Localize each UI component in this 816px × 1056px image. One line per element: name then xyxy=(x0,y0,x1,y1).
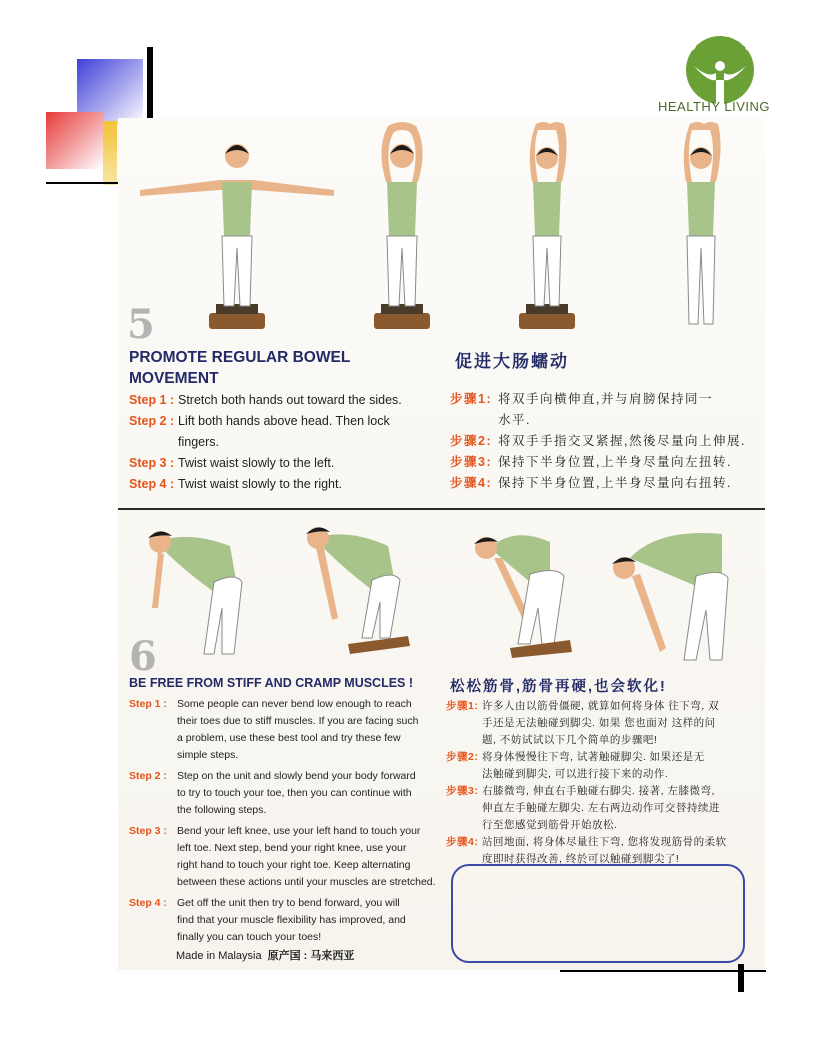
logo-arc-text: SAMSON xyxy=(681,22,759,54)
decor-horizontal-line-bottom xyxy=(560,970,766,972)
section6-step-2-en: Step 2 : Step on the unit and slowly bend your body forward to try to touch your toe, then you can continue with the following steps. xyxy=(129,770,416,816)
figure-twist-right xyxy=(684,122,721,324)
figure-bend-on-unit xyxy=(306,527,410,654)
section6-title-zh: 松松筋骨,筋骨再硬,也会软化! xyxy=(450,679,667,695)
figure-twist-left xyxy=(519,122,575,329)
section6-step-1-zh: 步骤1: 许多人由以筋骨僵硬, 就算如何将身体 往下弯, 双 手还是无法触碰到脚尖. 如果 您也面对 这样的问 题, 不妨试试以下几个简单的步骤吧! xyxy=(446,700,720,746)
section5-step-3-zh: 步骤3: 保持下半身位置,上半身尽量向左扭转. xyxy=(450,455,732,469)
origin-text-zh: 原产国 : 马来西亚 xyxy=(267,950,355,962)
decor-yellow-bar xyxy=(103,121,117,185)
section-divider xyxy=(118,508,765,510)
section6-step-1-en: Step 1 : Some people can never bend low enough to reach their toes due to stiff muscles. If you are facing such a problem, use these best tool and try these few simple steps. xyxy=(129,698,419,761)
section5-step-4-en: Step 4 : Twist waist slowly to the right. xyxy=(129,477,342,491)
decor-red-square xyxy=(46,112,103,169)
section5-step-1-en: Step 1 : Stretch both hands out toward the sides. xyxy=(129,393,402,407)
section5-steps-en xyxy=(129,390,402,495)
section5-step-4-zh: 步骤4: 保持下半身位置,上半身尽量向右扭转. xyxy=(450,476,732,490)
section5-illustration xyxy=(118,118,765,336)
empty-rounded-box xyxy=(451,864,745,963)
footer-origin xyxy=(176,947,354,963)
section5-step-3-en: Step 3 : Twist waist slowly to the left. xyxy=(129,456,335,470)
figure-touch-toes xyxy=(612,533,728,660)
logo-caption: HEALTHY LIVING xyxy=(658,99,770,114)
figure-knee-bend xyxy=(474,535,572,658)
decor-vertical-bar-top xyxy=(147,47,153,119)
section6-step-3-zh: 步骤3: 右膝微弯, 伸直右手触碰右脚尖. 接著, 左膝微弯, 伸直左手触碰左脚尖. 左右两边动作可交替持续进 行至您感觉到筋骨开始放松. xyxy=(446,785,720,831)
made-in-text: Made in Malaysia xyxy=(176,950,262,962)
section6-title-en: BE FREE FROM STIFF AND CRAMP MUSCLES ! xyxy=(129,676,414,690)
section5-title-zh: 促进大肠蠕动 xyxy=(455,352,569,371)
section5-step-2-en: Step 2 : Lift both hands above head. Then lock fingers. xyxy=(129,414,390,449)
section5-number: 5 xyxy=(127,301,155,348)
section5-step-1-zh: 步骤1: 将双手向横伸直,并与肩膀保持同一 水平. xyxy=(450,392,713,427)
section6-step-4-zh: 步骤4: 站回地面, 将身体尽量往下弯, 您将发现筋骨的柔软 度即时获得改善, 终於可以触碰到脚尖了! xyxy=(446,836,727,865)
figure-arms-up xyxy=(374,122,430,329)
section6-number: 6 xyxy=(129,633,157,680)
section6-steps-zh xyxy=(446,698,727,868)
section6-illustration xyxy=(118,512,765,667)
decor-horizontal-line-top xyxy=(46,182,118,184)
section6-step-2-zh: 步骤2: 将身体慢慢往下弯, 试著触碰脚尖. 如果还是无 法触碰到脚尖, 可以进行接下来的动作. xyxy=(446,751,705,780)
section6-step-4-en: Step 4 : Get off the unit then try to bend forward, you will find that your muscle flexibility has improved, and finally you can touch your toes! xyxy=(129,897,406,943)
section5-steps-zh xyxy=(450,389,746,494)
decor-vertical-bar-bottom xyxy=(738,964,744,992)
section6-steps-en xyxy=(129,696,436,946)
figure-arms-out xyxy=(140,144,334,329)
section5-title-en: PROMOTE REGULAR BOWEL MOVEMENT xyxy=(129,349,351,387)
section6-step-3-en: Step 3 : Bend your left knee, use your left hand to touch your left toe. Next step, bend your right knee, use your right hand to touch your right toe. Keep alternating between these actions until your muscles are stretched. xyxy=(129,825,436,888)
section5-step-2-zh: 步骤2: 将双手手指交叉紧握,然後尽量向上伸展. xyxy=(450,434,746,448)
figure-bend-forward xyxy=(148,531,242,654)
